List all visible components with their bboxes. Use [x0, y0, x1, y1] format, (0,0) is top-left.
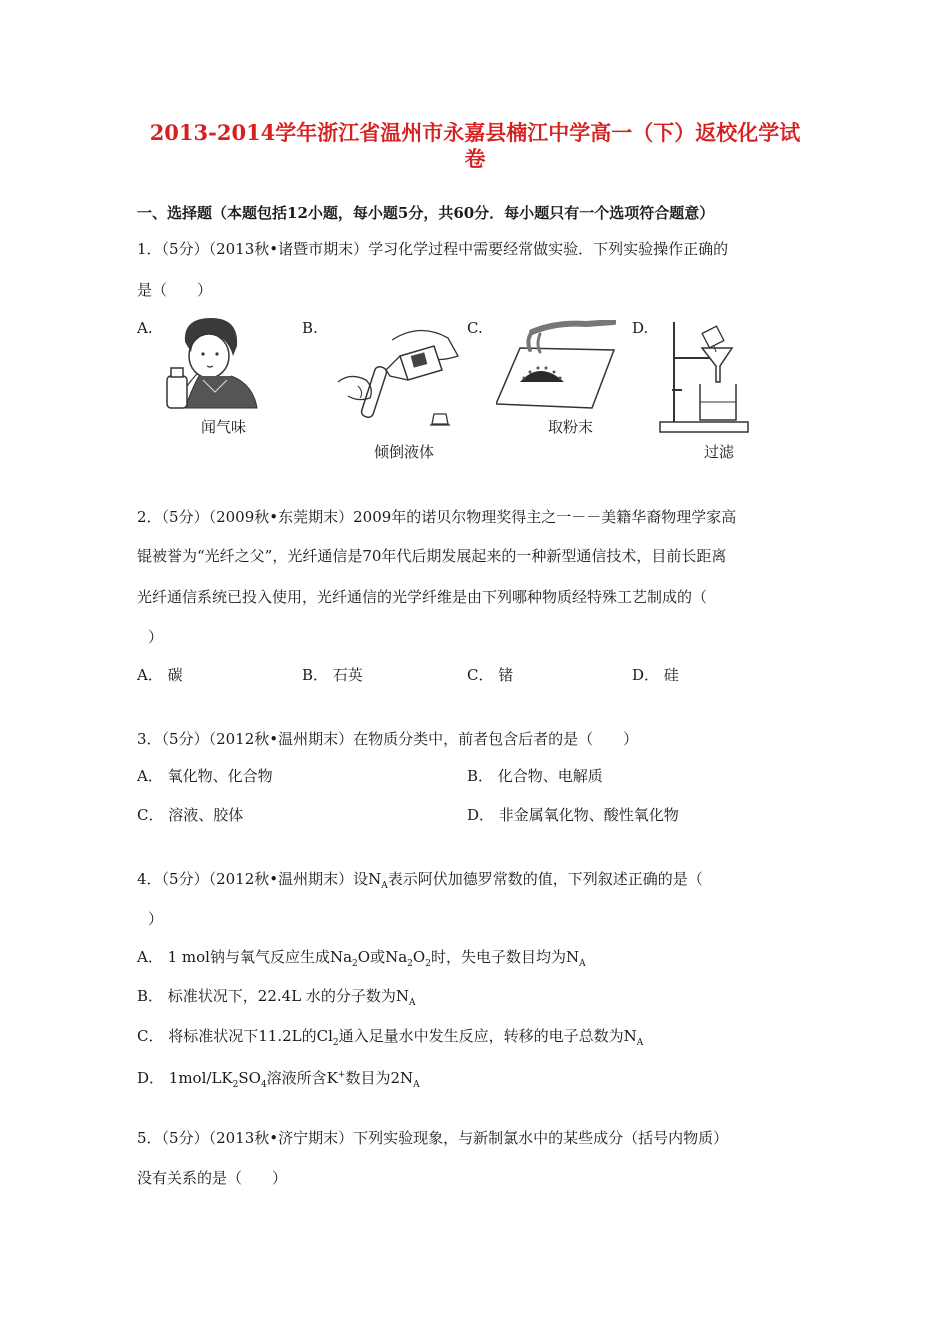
q2-option-a: A． 碳 [137, 666, 183, 684]
q3-option-d: D． 非金属氧化物、酸性氧化物 [467, 806, 679, 824]
q1-option-d-letter: D. [632, 319, 649, 337]
q2-text-line1: 2．（5分）（2009秋•东莞期末）2009年的诺贝尔物理奖得主之一－－美籍华裔物理学家高 [137, 508, 737, 526]
q2-option-c: C． 锗 [467, 666, 514, 684]
q5-text-line1: 5．（5分）（2013秋•济宁期末）下列实验现象，与新制氯水中的某些成分（括号内物质） [137, 1129, 729, 1147]
filtration-figure [658, 318, 754, 436]
q2-text-line4: ） [148, 628, 164, 646]
q3-option-c: C． 溶液、胶体 [137, 806, 244, 824]
q2-option-b: B． 石英 [302, 666, 363, 684]
q1-option-a-caption: 闻气味 [201, 418, 247, 436]
q1-text-line1: 1．（5分）（2013秋•诸暨市期末）学习化学过程中需要经常做实验．下列实验操作正确的 [137, 240, 729, 258]
q4-option-a: A． 1 mol钠与氧气反应生成$Na_2O$或$Na_2O_2$时，失电子数目均为$N_A$ [137, 948, 586, 969]
powder-figure [496, 320, 616, 410]
q4-text-line2: ） [148, 910, 164, 928]
q4-option-d: D． $1mol/LK_2SO_4$溶液所含K+数目为$2N_A$ [137, 1069, 420, 1090]
title-line-1: 2013-2014学年浙江省温州市永嘉县楠江中学高一（下）返校化学试 [149, 120, 801, 145]
pouring-figure [330, 318, 465, 433]
smelling-figure [163, 312, 263, 412]
q2-text-line2: 锟被誉为“光纤之父”，光纤通信是70年代后期发展起来的一种新型通信技术，目前长距离 [137, 547, 727, 565]
q2-option-d: D． 硅 [632, 666, 679, 684]
q1-option-c-caption: 取粉末 [548, 418, 594, 436]
section-heading: 一、选择题（本题包括12小题，每小题5分，共60分．每小题只有一个选项符合题意） [137, 204, 715, 222]
q1-option-a-letter: A. [137, 319, 153, 337]
document-title [120, 120, 830, 172]
q1-option-b-letter: B. [302, 319, 318, 337]
q1-text-line2: 是（ ） [137, 281, 213, 299]
q1-option-b-caption: 倾倒液体 [374, 443, 435, 461]
q1-option-d-caption: 过滤 [704, 443, 735, 461]
q4-option-b: B． 标准状况下，22.4L 水的分子数为$N_A$ [137, 987, 416, 1008]
q4-option-c: C． 将标准状况下11.2L的$Cl_2$通入足量水中发生反应，转移的电子总数为$N_A$ [137, 1027, 644, 1048]
title-line-2: 卷 [464, 146, 486, 171]
q5-text-line2: 没有关系的是（ ） [137, 1169, 288, 1187]
q3-option-b: B． 化合物、电解质 [467, 767, 603, 785]
q2-text-line3: 光纤通信系统已投入使用，光纤通信的光学纤维是由下列哪种物质经特殊工艺制成的（ [137, 588, 708, 606]
q3-option-a: A． 氧化物、化合物 [137, 767, 273, 785]
q1-option-c-letter: C. [467, 319, 483, 337]
q3-text: 3．（5分）（2012秋•温州期末）在物质分类中，前者包含后者的是（ ） [137, 730, 639, 748]
q4-text-line1: 4．（5分）（2012秋•温州期末）设$N_A$表示阿伏加德罗常数的值，下列叙述正确的是（ [137, 870, 703, 891]
